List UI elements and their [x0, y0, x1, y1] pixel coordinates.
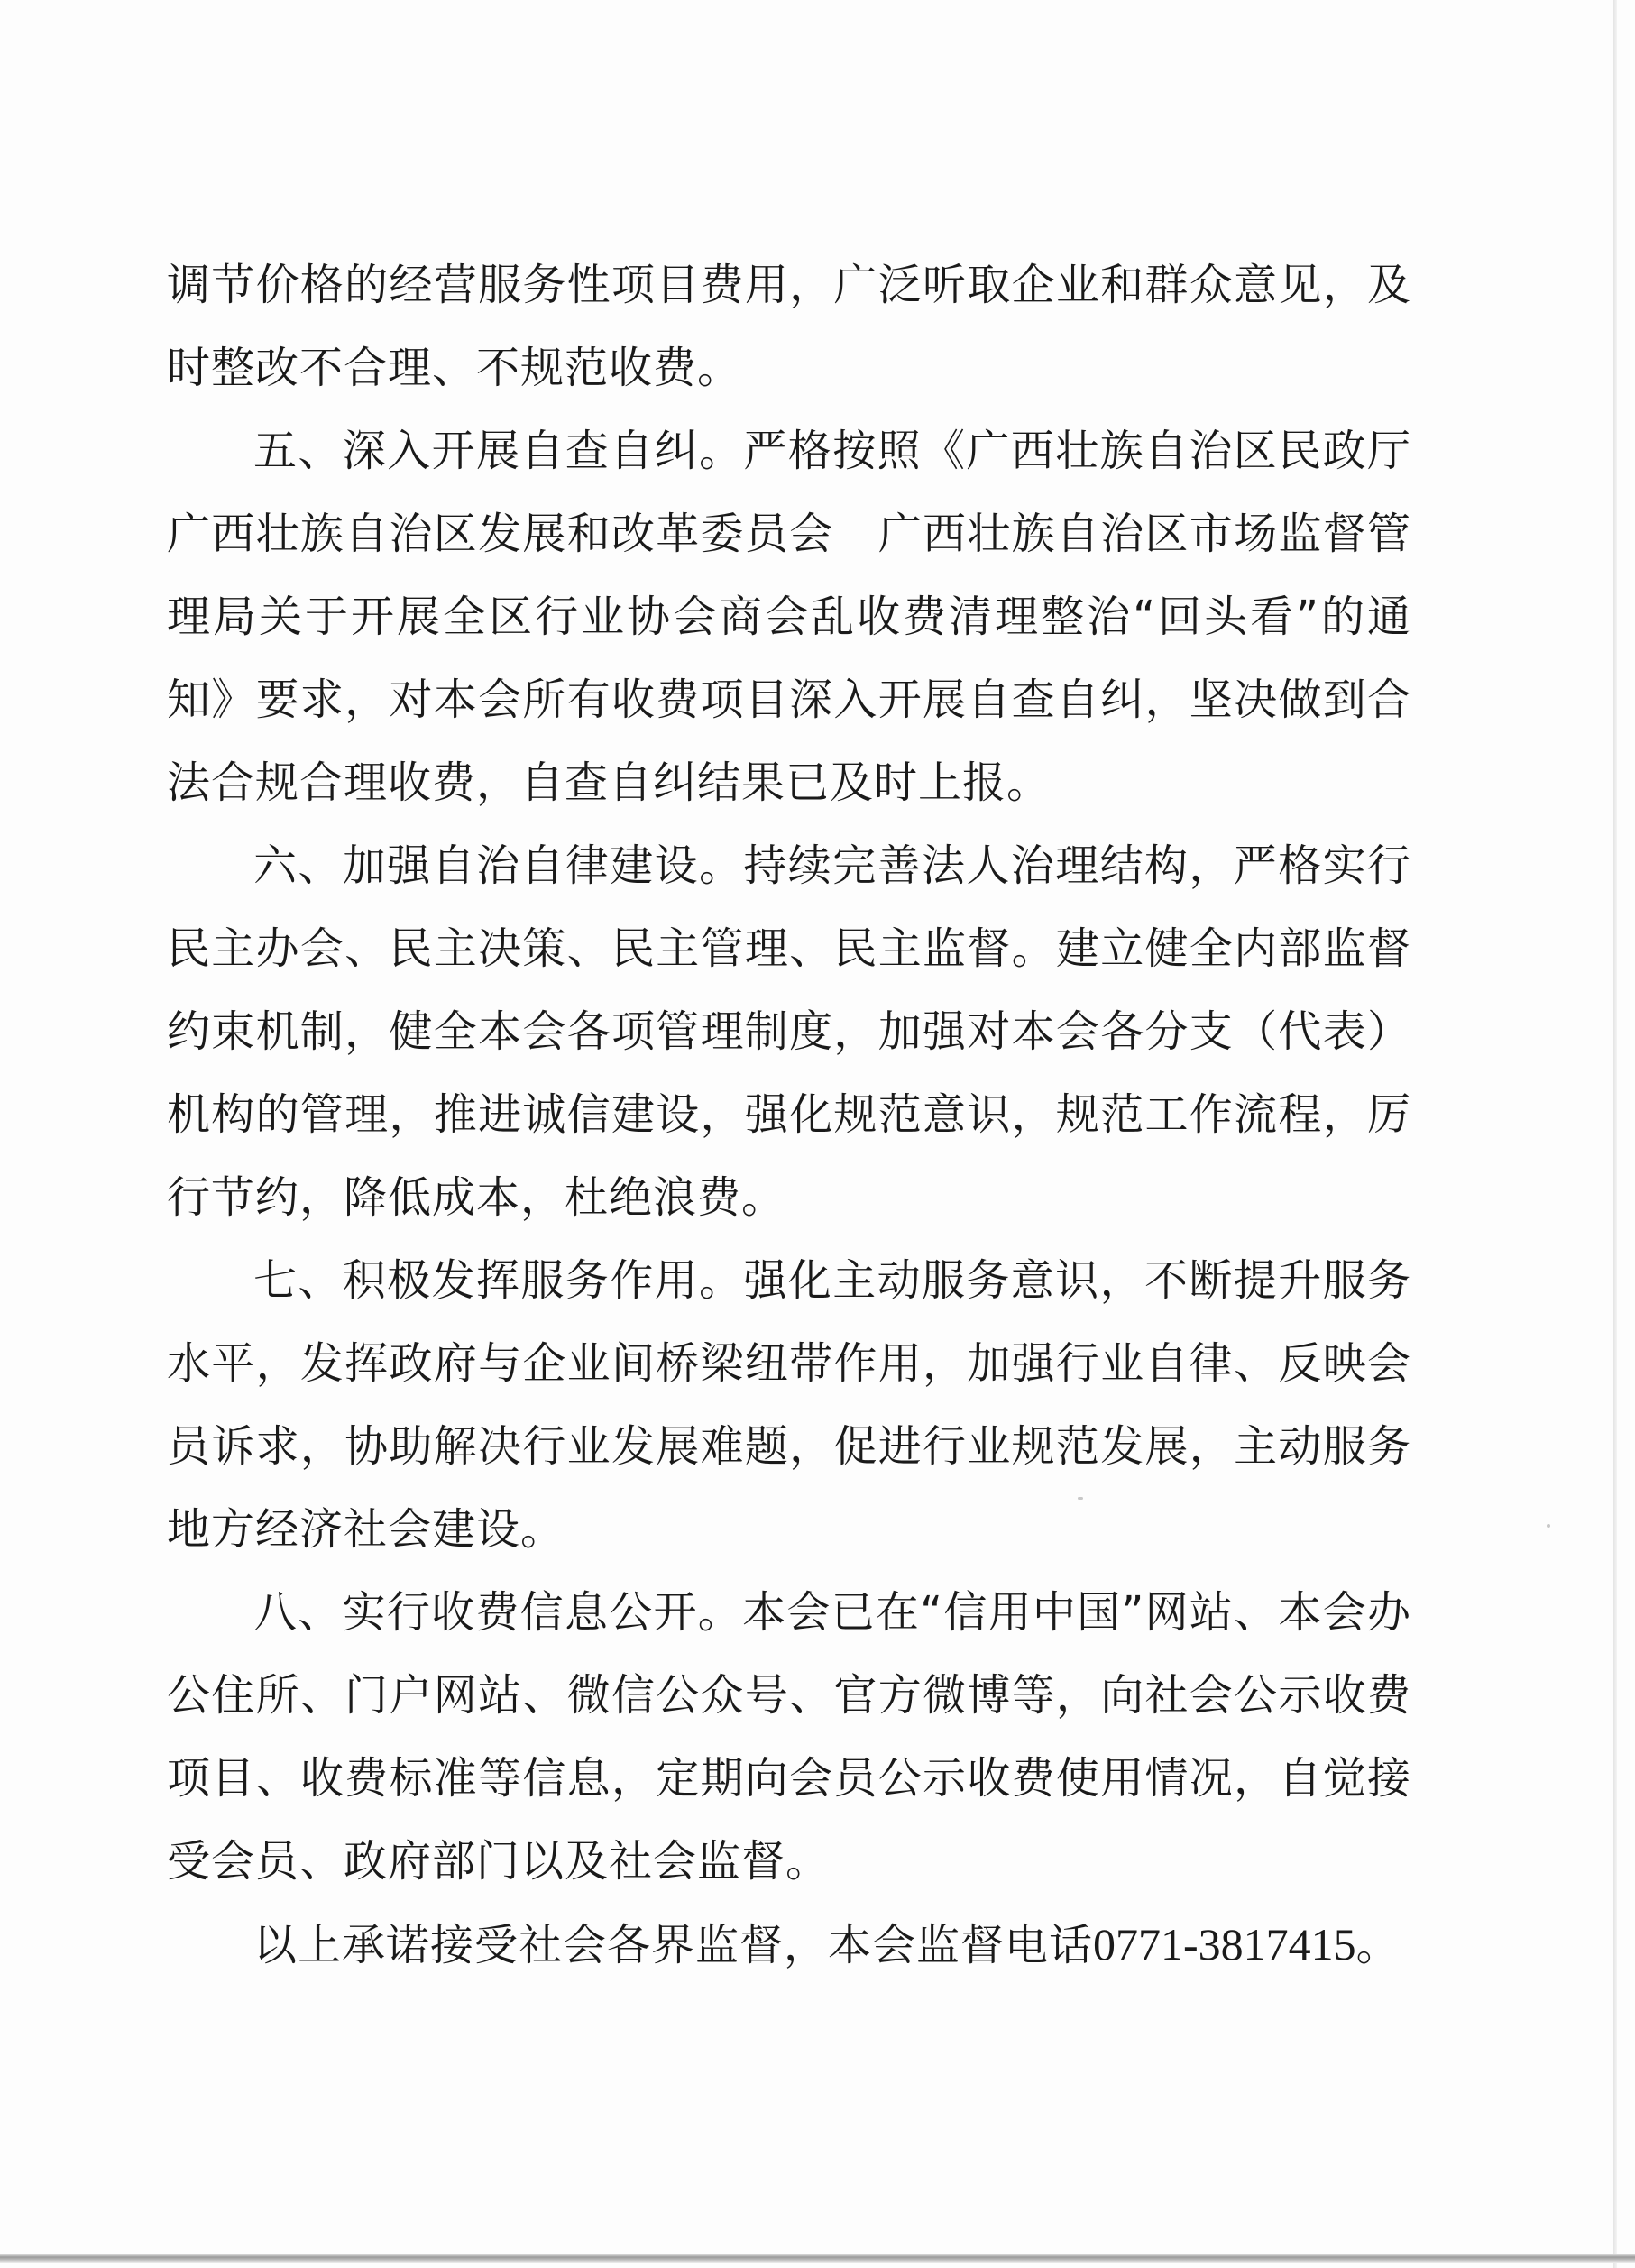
paragraph-item-six: 六、加强自治自律建设。持续完善法人治理结构，严格实行民主办会、民主决策、民主管理、民主监督。建立健全内部监督约束机制，健全本会各项管理制度，加强对本会各分支（代表）机构的管理，推进诚信建设，强化规范意识，规范工作流程，厉行节约，降低成本，杜绝浪费。	[167, 840, 1411, 1223]
scan-edge-right	[1613, 0, 1617, 2268]
supervision-phone-number: 0771-3817415	[1093, 1919, 1356, 1970]
paragraph-continuation: 调节价格的经营服务性项目费用，广泛听取企业和群众意见，及时整改不合理、不规范收费。	[167, 260, 1411, 393]
scan-speck	[1547, 1524, 1550, 1528]
closing-end-mark: 。	[1355, 1920, 1401, 1970]
paragraph-item-seven: 七、积极发挥服务作用。强化主动服务意识，不断提升服务水平，发挥政府与企业间桥梁纽带作用，加强行业自律、反映会员诉求，协助解决行业发展难题，促进行业规范发展，主动服务地方经济社会建设。	[167, 1255, 1411, 1555]
paragraph-item-five: 五、深入开展自查自纠。严格按照《广西壮族自治区民政厅 广西壮族自治区发展和改革委员会 广西壮族自治区市场监督管理局关于开展全区行业协会商会乱收费清理整治“回头看”的通知》要求，对本会所有收费项目深入开展自查自纠，坚决做到合法合规合理收费，自查自纠结果已及时上报。	[167, 426, 1456, 808]
scan-edge-bottom	[0, 2254, 1635, 2263]
document-body	[167, 243, 1456, 1987]
closing-text: 以上承诺接受社会各界监督，本会监督电话	[253, 1920, 1094, 1970]
paragraph-closing	[167, 1903, 1411, 1987]
paragraph-item-eight: 八、实行收费信息公开。本会已在“信用中国”网站、本会办公住所、门户网站、微信公众号、官方微博等，向社会公示收费项目、收费标准等信息，定期向会员公示收费使用情况，自觉接受会员、政府部门以及社会监督。	[167, 1587, 1411, 1887]
